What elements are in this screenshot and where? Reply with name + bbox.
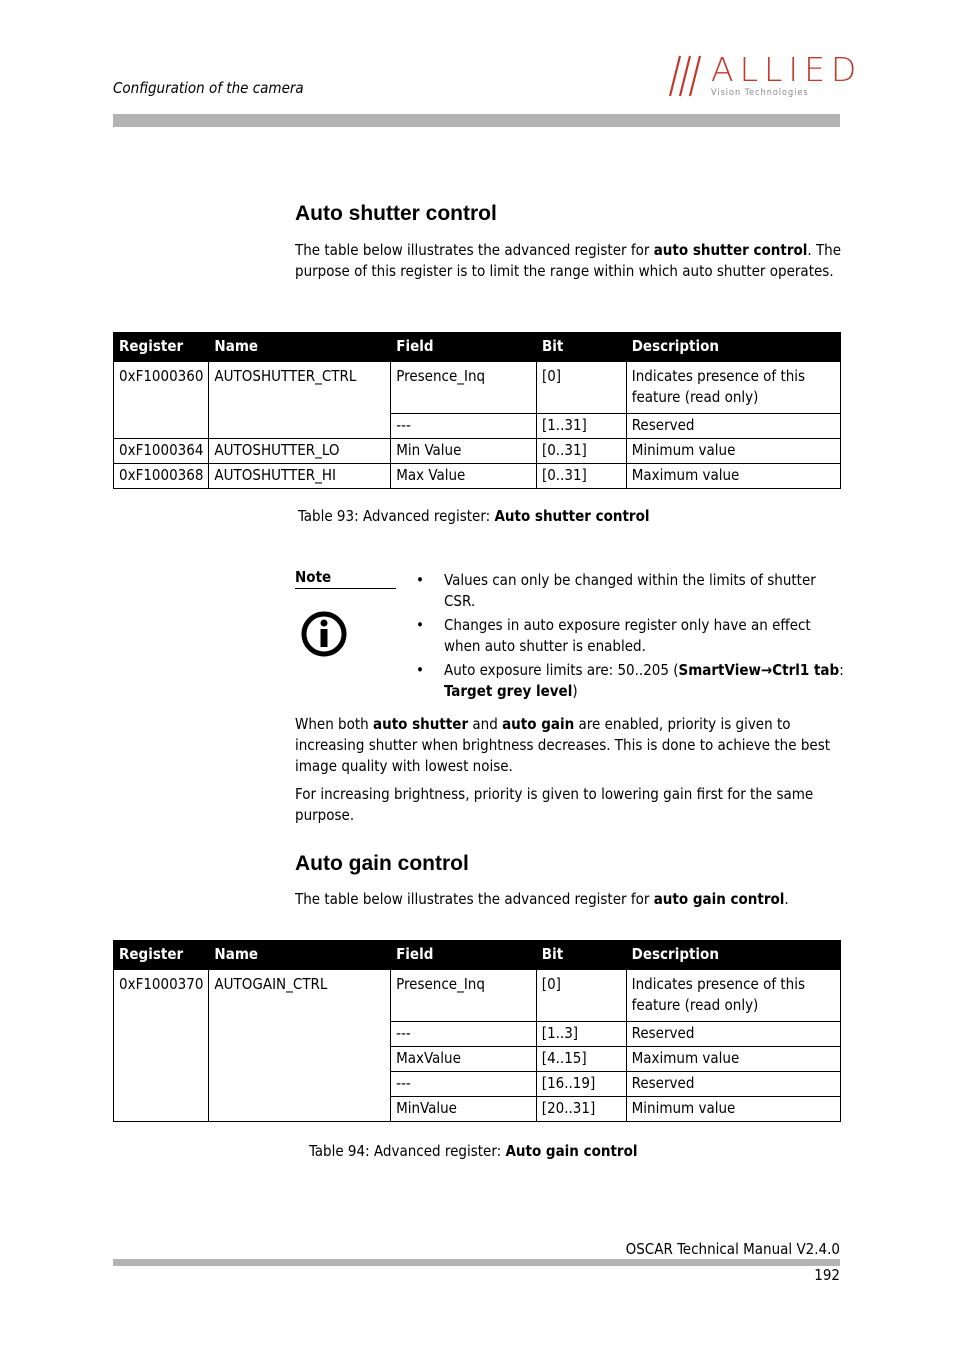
allied-logo [668, 50, 863, 100]
bit-cell: [1..3] [536, 1022, 626, 1047]
caption-title: Auto shutter control [494, 507, 650, 525]
list-item [416, 615, 846, 657]
note-label: Note [295, 568, 396, 589]
text-run: Auto exposure limits are: 50..205 ( [444, 661, 679, 679]
text-run: . [784, 890, 789, 908]
paragraph-priority [295, 714, 843, 777]
col-header: Description [626, 941, 840, 970]
description-cell: Indicates presence of this feature (read only) [626, 970, 840, 1022]
note-text: Values can only be changed within the limits of shutter CSR. [444, 571, 816, 610]
bit-cell: [20..31] [536, 1097, 626, 1122]
bit-cell: [1..31] [536, 414, 626, 439]
table-row [114, 439, 841, 464]
description-cell: Reserved [626, 1022, 840, 1047]
bit-cell: [0] [536, 362, 626, 414]
page-number: 192 [814, 1266, 840, 1284]
note-text: Changes in auto exposure register only have an effect when auto shutter is enabled. [444, 616, 811, 655]
paragraph-brightness: For increasing brightness, priority is given to lowering gain first for the same purpose. [295, 785, 814, 824]
bullet-glyph: • [416, 571, 424, 589]
col-header: Bit [536, 333, 626, 362]
description-cell: Minimum value [626, 1097, 840, 1122]
logo-subtitle: Vision Technologies [711, 88, 809, 98]
list-item [416, 660, 846, 702]
running-header: Configuration of the camera [113, 79, 304, 97]
register-cell: 0xF1000360 [114, 362, 209, 439]
auto-gain-table [113, 940, 841, 1122]
info-icon [300, 610, 348, 658]
caption-title: Auto gain control [505, 1142, 638, 1160]
text-run: . The purpose of this register is to limit the range within which auto shutter operates. [295, 241, 842, 280]
section-title-auto-shutter: Auto shutter control [295, 202, 497, 225]
field-cell: --- [391, 1022, 537, 1047]
footer-manual-title: OSCAR Technical Manual V2.4.0 [625, 1240, 840, 1258]
text-run: are enabled, priority is given to increasing shutter when brightness decreases. This is done to achieve the best image quality with lowest noise. [295, 715, 831, 775]
field-cell: Min Value [391, 439, 537, 464]
emphasis-text: auto gain [502, 715, 575, 733]
auto-shutter-table [113, 332, 841, 489]
field-cell: MaxValue [391, 1047, 537, 1072]
col-header: Bit [536, 941, 626, 970]
description-cell: Reserved [626, 1072, 840, 1097]
bullet-glyph: • [416, 661, 424, 679]
table-row [114, 362, 841, 414]
register-cell: 0xF1000370 [114, 970, 209, 1122]
name-cell: AUTOSHUTTER_LO [209, 439, 391, 464]
name-cell: AUTOSHUTTER_CTRL [209, 362, 391, 439]
col-header: Name [209, 941, 391, 970]
bit-cell: [4..15] [536, 1047, 626, 1072]
emphasis-text: Target grey level [444, 682, 573, 700]
note-list [416, 570, 846, 705]
text-run: : [839, 661, 844, 679]
text-run: and [468, 715, 503, 733]
register-cell: 0xF1000368 [114, 464, 209, 489]
emphasis-text: auto gain control [653, 890, 785, 908]
col-header: Description [626, 333, 840, 362]
bit-cell: [0..31] [536, 439, 626, 464]
description-cell: Reserved [626, 414, 840, 439]
col-header: Field [391, 941, 537, 970]
section-title-auto-gain: Auto gain control [295, 852, 469, 875]
field-cell: --- [391, 1072, 537, 1097]
emphasis-text: → [760, 661, 773, 679]
text-run: When both [295, 715, 373, 733]
col-header: Name [209, 333, 391, 362]
logo-wordmark: ALLIED [711, 50, 863, 89]
bit-cell: [16..19] [536, 1072, 626, 1097]
header-rule [113, 114, 840, 127]
text-run: The table below illustrates the advanced register for [295, 890, 654, 908]
field-cell: MinValue [391, 1097, 537, 1122]
table-row [114, 970, 841, 1022]
name-cell: AUTOSHUTTER_HI [209, 464, 391, 489]
table-header-row [114, 941, 841, 970]
footer-rule [113, 1259, 840, 1266]
description-cell: Indicates presence of this feature (read only) [626, 362, 840, 414]
field-cell: Presence_Inq [391, 970, 537, 1022]
note-text [444, 661, 844, 700]
table-header-row [114, 333, 841, 362]
name-cell: AUTOGAIN_CTRL [209, 970, 391, 1122]
table-caption-93 [298, 507, 649, 525]
bullet-glyph: • [416, 616, 424, 634]
intro-auto-shutter [295, 240, 843, 282]
text-run: The table below illustrates the advanced register for [295, 241, 654, 259]
caption-prefix: Table 93: Advanced register: [298, 507, 495, 525]
emphasis-text: SmartView [678, 661, 761, 679]
col-header: Field [391, 333, 537, 362]
register-cell: 0xF1000364 [114, 439, 209, 464]
description-cell: Maximum value [626, 464, 840, 489]
emphasis-text: auto shutter control [653, 241, 808, 259]
text-run: ) [572, 682, 578, 700]
list-item [416, 570, 846, 612]
field-cell: --- [391, 414, 537, 439]
emphasis-text: Ctrl1 tab [772, 661, 840, 679]
intro-auto-gain [295, 889, 843, 910]
emphasis-text: auto shutter [373, 715, 469, 733]
bit-cell: [0] [536, 970, 626, 1022]
caption-prefix: Table 94: Advanced register: [309, 1142, 506, 1160]
logo-slashes-icon [668, 54, 710, 98]
table-row [114, 464, 841, 489]
field-cell: Presence_Inq [391, 362, 537, 414]
description-cell: Maximum value [626, 1047, 840, 1072]
col-header: Register [114, 941, 209, 970]
col-header: Register [114, 333, 209, 362]
bit-cell: [0..31] [536, 464, 626, 489]
description-cell: Minimum value [626, 439, 840, 464]
field-cell: Max Value [391, 464, 537, 489]
table-caption-94 [309, 1142, 638, 1160]
